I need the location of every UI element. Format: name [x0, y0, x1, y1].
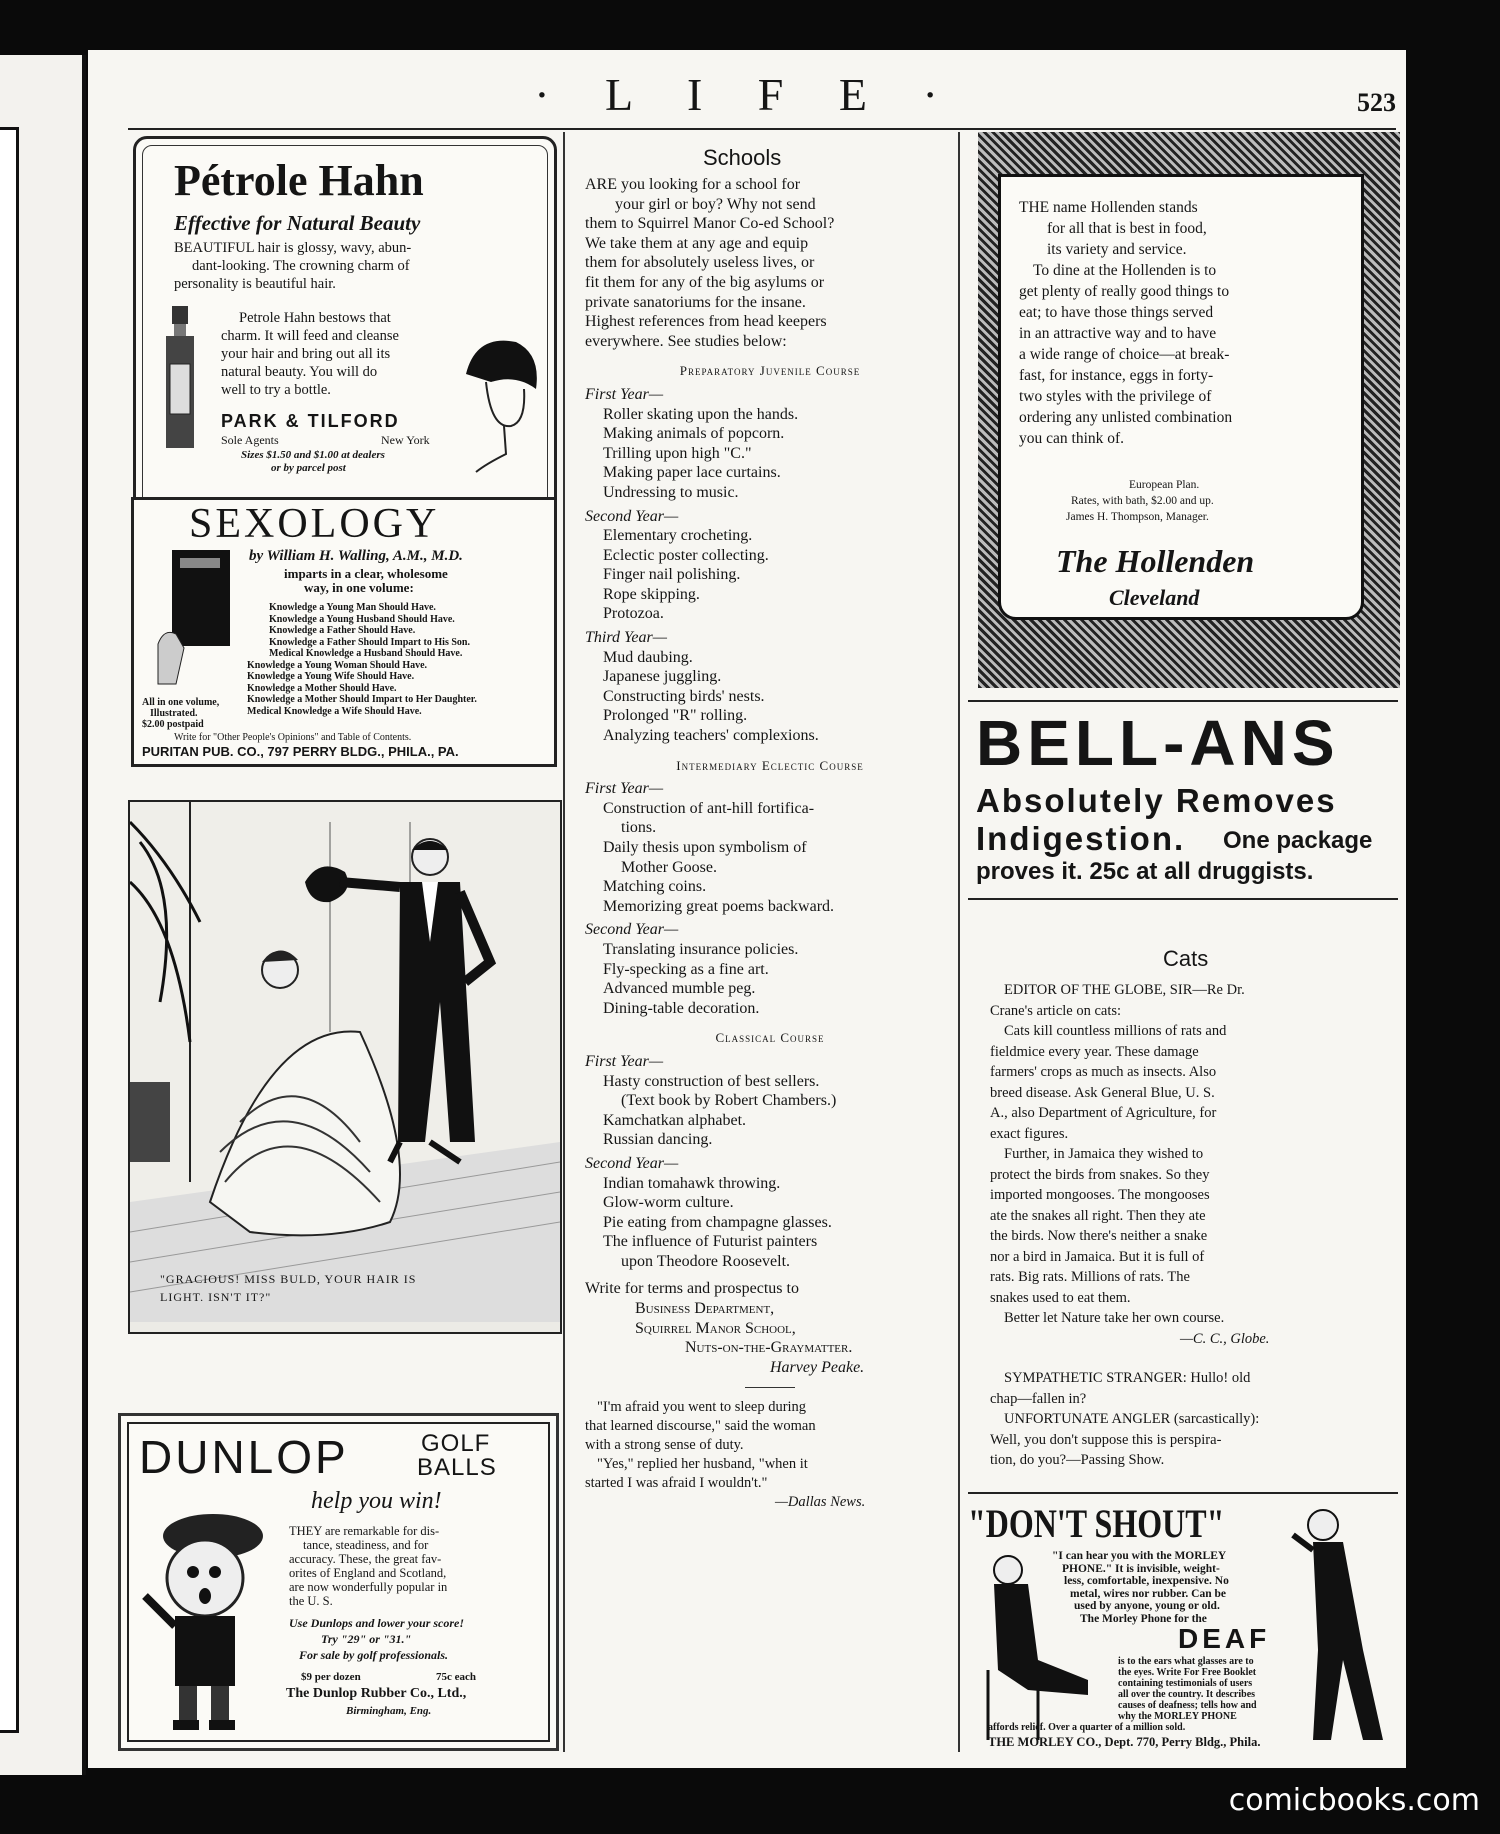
hollenden-name: The Hollenden — [1056, 543, 1255, 579]
course-item: Russian dancing. — [603, 1131, 713, 1149]
course-item: Matching coins. — [603, 878, 707, 896]
petrole-sizes: Sizes $1.50 and $1.00 at dealers — [241, 449, 385, 461]
morley-body-line: is to the ears what glasses are to — [1118, 1656, 1254, 1667]
course-item: Elementary crocheting. — [603, 527, 753, 545]
cats-line: EDITOR OF THE GLOBE, SIR—Re Dr. — [1004, 982, 1245, 998]
joke-source: —Dallas News. — [775, 1494, 866, 1511]
morley-company: THE MORLEY CO., Dept. 770, Perry Bldg., Phila. — [988, 1735, 1261, 1749]
hollenden-city: Cleveland — [1109, 585, 1200, 610]
sexology-price-line: $2.00 postpaid — [142, 719, 204, 730]
joke-line: "I'm afraid you went to sleep during — [597, 1399, 807, 1416]
bellans-brand: BELL-ANS — [976, 707, 1340, 779]
morley-body-line: affords relief. Over a quarter of a million sold. — [988, 1722, 1186, 1733]
schools-place: Nuts-on-the-Graymatter. — [685, 1339, 853, 1357]
dunlop-body-line: orites of England and Scotland, — [289, 1566, 447, 1580]
year-heading: Third Year— — [585, 629, 667, 647]
angler-line: UNFORTUNATE ANGLER (sarcastically): — [1004, 1411, 1260, 1427]
sexology-item: Knowledge a Young Woman Should Have. — [247, 659, 428, 671]
petrole-agent-sub-right: New York — [381, 433, 430, 447]
petrole-agent: PARK & TILFORD — [221, 411, 400, 431]
sexology-price — [142, 697, 219, 730]
morley-deaf: DEAF — [1178, 1623, 1271, 1654]
page-number: 523 — [1357, 88, 1396, 117]
golf-ball-man-icon — [135, 1496, 285, 1736]
schools-title: Schools — [703, 145, 782, 170]
dunlop-company: The Dunlop Rubber Co., Ltd., — [286, 1686, 467, 1701]
morley-phone-ad — [968, 1500, 1398, 1750]
hollenden-body-line: get plenty of really good things to — [1019, 283, 1230, 300]
woman-portrait-icon — [456, 334, 541, 474]
morley-body-line: "I can hear you with the MORLEY — [1052, 1550, 1227, 1562]
header-rule — [128, 128, 1396, 130]
course-heading: Classical Course — [715, 1030, 825, 1046]
sexology-item: Knowledge a Young Man Should Have. — [269, 602, 436, 613]
joke-line: "Yes," replied her husband, "when it — [597, 1456, 808, 1473]
cats-line: snakes used to eat them. — [990, 1289, 1131, 1306]
schools-intro-line: private sanatoriums for the insane. — [585, 293, 806, 311]
year-heading: Second Year— — [585, 921, 679, 939]
bellans-bottom-rule — [968, 898, 1398, 900]
hollenden-body — [1019, 197, 1232, 449]
petrole-sizes-2: or by parcel post — [271, 462, 346, 474]
cats-title: Cats — [1163, 946, 1209, 971]
sexology-item: Knowledge a Father Should Impart to His Son. — [269, 636, 470, 648]
sexology-item: Knowledge a Mother Should Impart to Her Daughter. — [247, 694, 477, 705]
course-heading: Intermediary Eclectic Course — [676, 757, 864, 773]
angler-line: SYMPATHETIC STRANGER: Hullo! old — [1004, 1370, 1251, 1386]
schools-intro-line: them for absolutely useless lives, or — [585, 254, 815, 272]
schools-intro-line: We take them at any age and equip — [585, 234, 809, 252]
bellans-line-3: proves it. 25c at all druggists. — [976, 858, 1314, 885]
joke-line: that learned discourse," said the woman — [585, 1418, 816, 1435]
petrole-brand: Pétrole Hahn — [174, 156, 424, 205]
sexology-imparts-2: way, in one volume: — [304, 580, 414, 595]
petrole-body-1 — [174, 239, 524, 293]
hollenden-body-line: To dine at the Hollenden is to — [1033, 262, 1217, 279]
hollenden-body-line: eat; to have those things served — [1019, 304, 1214, 321]
dunlop-golf: GOLF — [421, 1430, 491, 1457]
morley-body-line: the eyes. Write For Free Booklet — [1118, 1667, 1257, 1678]
cats-line: Cats kill countless millions of rats and — [1004, 1023, 1227, 1039]
hollenden-body-line: ordering any unlisted combination — [1019, 409, 1233, 426]
petrole-body-line: dant-looking. The crowning charm of — [192, 258, 410, 274]
angler-joke — [990, 1368, 1385, 1471]
dunlop-body-line: tance, steadiness, and for — [303, 1538, 429, 1552]
petrole-body-line: personality is beautiful hair. — [174, 276, 336, 292]
cats-line: exact figures. — [990, 1125, 1069, 1142]
cartoon-caption-2: LIGHT. ISN'T IT?" — [160, 1290, 272, 1304]
dunlop-price-left: $9 per dozen — [301, 1671, 361, 1683]
sexology-ad — [131, 497, 557, 767]
hollenden-body-line: its variety and service. — [1047, 241, 1187, 258]
watermark-footer: comicbooks.com — [1228, 1783, 1480, 1818]
hollenden-body-line: THE name Hollenden stands — [1019, 199, 1198, 216]
course-item: (Text book by Robert Chambers.) — [621, 1092, 837, 1110]
course-item: Pie eating from champagne glasses. — [603, 1213, 832, 1231]
sexology-author: by William H. Walling, A.M., M.D. — [249, 548, 463, 564]
cartoon-illustration — [128, 800, 562, 1334]
masthead-title: · L I F E · — [534, 69, 960, 120]
bellans-top-rule — [968, 700, 1398, 702]
cartoon-caption-1: "GRACIOUS! MISS BULD, YOUR HAIR IS — [160, 1272, 417, 1286]
schools-intro-line: ARE you looking for a school for — [585, 176, 801, 193]
morley-body — [1040, 1550, 1229, 1625]
course-item: Japanese juggling. — [603, 668, 722, 686]
hollenden-manager: James H. Thompson, Manager. — [1066, 511, 1209, 523]
morley-body-line: causes of deafness; tells how and — [1118, 1700, 1257, 1711]
standing-man-icon — [1283, 1500, 1398, 1750]
cats-line: rats. Big rats. Millions of rats. The — [990, 1269, 1190, 1285]
course-item: Eclectic poster collecting. — [603, 546, 769, 564]
course-item: Constructing birds' nests. — [603, 687, 765, 705]
course-item: Advanced mumble peg. — [603, 980, 756, 998]
year-heading: Second Year— — [585, 507, 679, 525]
hollenden-plan: European Plan. — [1129, 479, 1200, 491]
bellans-line-2b: One package — [1223, 827, 1373, 854]
cats-line: nor a bird in Jamaica. But it is full of — [990, 1248, 1205, 1265]
magazine-page — [88, 50, 1406, 1768]
dunlop-use: Use Dunlops and lower your score! — [289, 1616, 465, 1630]
cats-line: protect the birds from snakes. So they — [990, 1166, 1210, 1183]
course-item: Kamchatkan alphabet. — [603, 1111, 747, 1129]
course-item: Finger nail polishing. — [603, 566, 741, 584]
sexology-publisher: PURITAN PUB. CO., 797 PERRY BLDG., PHILA., PA. — [142, 744, 459, 759]
cats-line: ate the snakes all right. Then they ate — [990, 1207, 1206, 1224]
morley-body-line: why the MORLEY PHONE — [1118, 1711, 1237, 1722]
bellans-line-2a: Indigestion. — [976, 820, 1186, 857]
course-item: Mud daubing. — [603, 648, 693, 666]
dunlop-body-line: THEY are remarkable for dis- — [289, 1524, 440, 1538]
angler-line: chap—fallen in? — [990, 1390, 1087, 1407]
petrole-body-line: BEAUTIFUL hair is glossy, wavy, abun- — [174, 240, 412, 256]
schools-school: Squirrel Manor School, — [635, 1319, 796, 1337]
left-page-border — [0, 127, 19, 1733]
petrole-hahn-ad — [133, 136, 557, 535]
petrole-agent-sub-left: Sole Agents — [221, 433, 279, 447]
course-item: Trilling upon high "C." — [603, 444, 752, 462]
course-item: Rope skipping. — [603, 585, 700, 603]
cats-line: farmers' crops as much as insects. Also — [990, 1064, 1217, 1080]
angler-line: tion, do you?—Passing Show. — [990, 1452, 1165, 1468]
morley-body-line: metal, wires nor rubber. Can be — [1070, 1587, 1226, 1600]
dunlop-brand: DUNLOP — [139, 1431, 349, 1483]
bellans-line-1: Absolutely Removes — [976, 782, 1337, 819]
dunlop-body-line: are now wonderfully popular in — [289, 1580, 448, 1594]
course-item: tions. — [621, 819, 657, 837]
petrole-tagline: Effective for Natural Beauty — [174, 211, 421, 235]
petrole-body-line: natural beauty. You will do — [221, 364, 378, 380]
cats-body — [990, 980, 1385, 1349]
morley-body-2 — [988, 1656, 1257, 1733]
cats-article — [968, 946, 1398, 1470]
course-item: upon Theodore Roosevelt. — [621, 1252, 791, 1270]
course-item: Dining-table decoration. — [603, 999, 760, 1017]
dunlop-body-line: accuracy. These, the great fav- — [289, 1552, 442, 1566]
year-heading: First Year— — [585, 780, 664, 798]
year-heading: First Year— — [585, 385, 664, 403]
sexology-imparts: imparts in a clear, wholesome — [284, 566, 448, 581]
hollenden-body-line: fast, for instance, eggs in forty- — [1019, 367, 1214, 384]
cats-line: Better let Nature take her own course. — [1004, 1310, 1225, 1326]
morley-body-line: containing testimonials of users — [1118, 1678, 1253, 1689]
sexology-write: Write for "Other People's Opinions" and Table of Contents. — [174, 732, 412, 743]
morley-body-line: PHONE." It is invisible, weight- — [1062, 1562, 1220, 1575]
dunlop-ad — [118, 1413, 559, 1751]
sexology-price-line: Illustrated. — [150, 708, 198, 719]
course-item: Protozoa. — [603, 605, 664, 623]
petrole-body-line: charm. It will feed and cleanse — [221, 328, 399, 344]
course-item: The influence of Futurist painters — [603, 1233, 818, 1251]
sexology-item: Medical Knowledge a Wife Should Have. — [247, 705, 422, 717]
morley-body-line: The Morley Phone for the — [1080, 1612, 1207, 1625]
bell-ans-ad — [968, 700, 1398, 940]
sexology-item: Knowledge a Young Husband Should Have. — [269, 613, 455, 625]
schools-body — [585, 175, 955, 1513]
petrole-body-line: your hair and bring out all its — [221, 346, 391, 362]
course-item: Translating insurance policies. — [603, 940, 799, 958]
hollenden-body-line: in an attractive way and to have — [1019, 325, 1217, 342]
course-item: Undressing to music. — [603, 483, 739, 501]
sexology-price-line: All in one volume, — [142, 697, 220, 708]
book-in-hand-icon — [154, 548, 234, 688]
cats-line: Further, in Jamaica they wished to — [1004, 1146, 1204, 1162]
dunlop-slogan: help you win! — [311, 1488, 442, 1514]
cats-line: Crane's article on cats: — [990, 1002, 1122, 1019]
schools-write: Write for terms and prospectus to — [585, 1280, 799, 1298]
schools-intro-line: them to Squirrel Manor Co-ed School? — [585, 215, 835, 233]
column-divider-left — [563, 132, 565, 1752]
course-item: Prolonged "R" rolling. — [603, 707, 748, 725]
course-item: Mother Goose. — [621, 858, 717, 876]
schools-intro-line: your girl or boy? Why not send — [615, 195, 816, 213]
hollenden-body-line: you can think of. — [1019, 430, 1125, 447]
cats-signed: —C. C., Globe. — [1180, 1330, 1270, 1347]
hollenden-body-line: for all that is best in food, — [1047, 220, 1207, 237]
course-item: Glow-worm culture. — [603, 1194, 734, 1212]
cats-line: the birds. Now there's neither a snake — [990, 1228, 1208, 1244]
schools-intro-line: everywhere. See studies below: — [585, 332, 787, 350]
course-item: Daily thesis upon symbolism of — [603, 839, 807, 856]
left-page-edge — [0, 55, 86, 1775]
cats-line: fieldmice every year. These damage — [990, 1043, 1199, 1060]
course-item: Analyzing teachers' complexions. — [603, 727, 819, 745]
morley-body-line: less, comfortable, inexpensive. No — [1064, 1575, 1229, 1587]
petrole-body-2 — [221, 309, 451, 399]
sexology-item: Knowledge a Father Should Have. — [269, 625, 416, 636]
schools-intro-line: fit them for any of the big asylums or — [585, 273, 825, 291]
bottle-icon — [156, 304, 204, 454]
dunlop-city: Birmingham, Eng. — [346, 1705, 432, 1717]
year-heading: Second Year— — [585, 1154, 679, 1172]
course-item: Indian tomahawk throwing. — [603, 1174, 781, 1192]
dunlop-try: Try "29" or "31." — [321, 1632, 412, 1646]
year-heading: First Year— — [585, 1052, 664, 1070]
angler-line: Well, you don't suppose this is perspira- — [990, 1431, 1222, 1448]
course-item: Roller skating upon the hands. — [603, 405, 799, 423]
sexology-item: Knowledge a Mother Should Have. — [247, 682, 397, 694]
petrole-body-line: Petrole Hahn bestows that — [239, 310, 391, 326]
morley-headline: "DON'T SHOUT" — [968, 1501, 1225, 1546]
course-item: Hasty construction of best sellers. — [603, 1072, 820, 1090]
cats-line: A., also Department of Agriculture, for — [990, 1105, 1217, 1121]
course-item: Making animals of popcorn. — [603, 425, 785, 443]
cats-line: breed disease. Ask General Blue, U. S. — [990, 1084, 1215, 1101]
hollenden-rates: Rates, with bath, $2.00 and up. — [1071, 495, 1214, 507]
morley-body-line: used by anyone, young or old. — [1074, 1600, 1220, 1612]
course-heading: Preparatory Juvenile Course — [679, 363, 861, 379]
morley-body-line: all over the country. It describes — [1118, 1689, 1256, 1700]
sexology-item: Medical Knowledge a Husband Should Have. — [269, 648, 463, 659]
schools-dept: Business Department, — [635, 1300, 775, 1318]
hollenden-card — [998, 174, 1364, 620]
sexology-title: SEXOLOGY — [189, 501, 440, 547]
course-item: Memorizing great poems backward. — [603, 897, 835, 915]
cats-line: imported mongooses. The mongooses — [990, 1187, 1210, 1203]
dunlop-body-line: the U. S. — [289, 1594, 333, 1608]
dunlop-balls: BALLS — [417, 1454, 497, 1481]
morley-top-rule — [968, 1492, 1398, 1494]
course-item: Fly-specking as a fine art. — [603, 960, 769, 978]
dunlop-sale: For sale by golf professionals. — [299, 1648, 449, 1662]
sexology-item: Knowledge a Young Wife Should Have. — [247, 671, 415, 682]
joke-line: started I was afraid I wouldn't." — [585, 1475, 768, 1492]
course-item: Making paper lace curtains. — [603, 464, 781, 482]
hollenden-ad — [978, 132, 1400, 688]
dunlop-price-right: 75c each — [436, 1671, 477, 1683]
hollenden-body-line: two styles with the privilege of — [1019, 388, 1212, 405]
cartoon-drawing — [130, 802, 560, 1322]
hollenden-body-line: a wide range of choice—at break- — [1019, 346, 1230, 363]
column-divider-right — [958, 132, 960, 1752]
joke-line: with a strong sense of duty. — [585, 1437, 744, 1454]
course-item: Construction of ant-hill fortifica- — [603, 799, 815, 817]
dunlop-body — [289, 1524, 447, 1608]
divider-rule — [745, 1387, 795, 1388]
schools-signed: Harvey Peake. — [770, 1358, 865, 1376]
petrole-body-line: well to try a bottle. — [221, 382, 331, 398]
sexology-items — [247, 602, 477, 717]
schools-intro-line: Highest references from head keepers — [585, 313, 827, 331]
